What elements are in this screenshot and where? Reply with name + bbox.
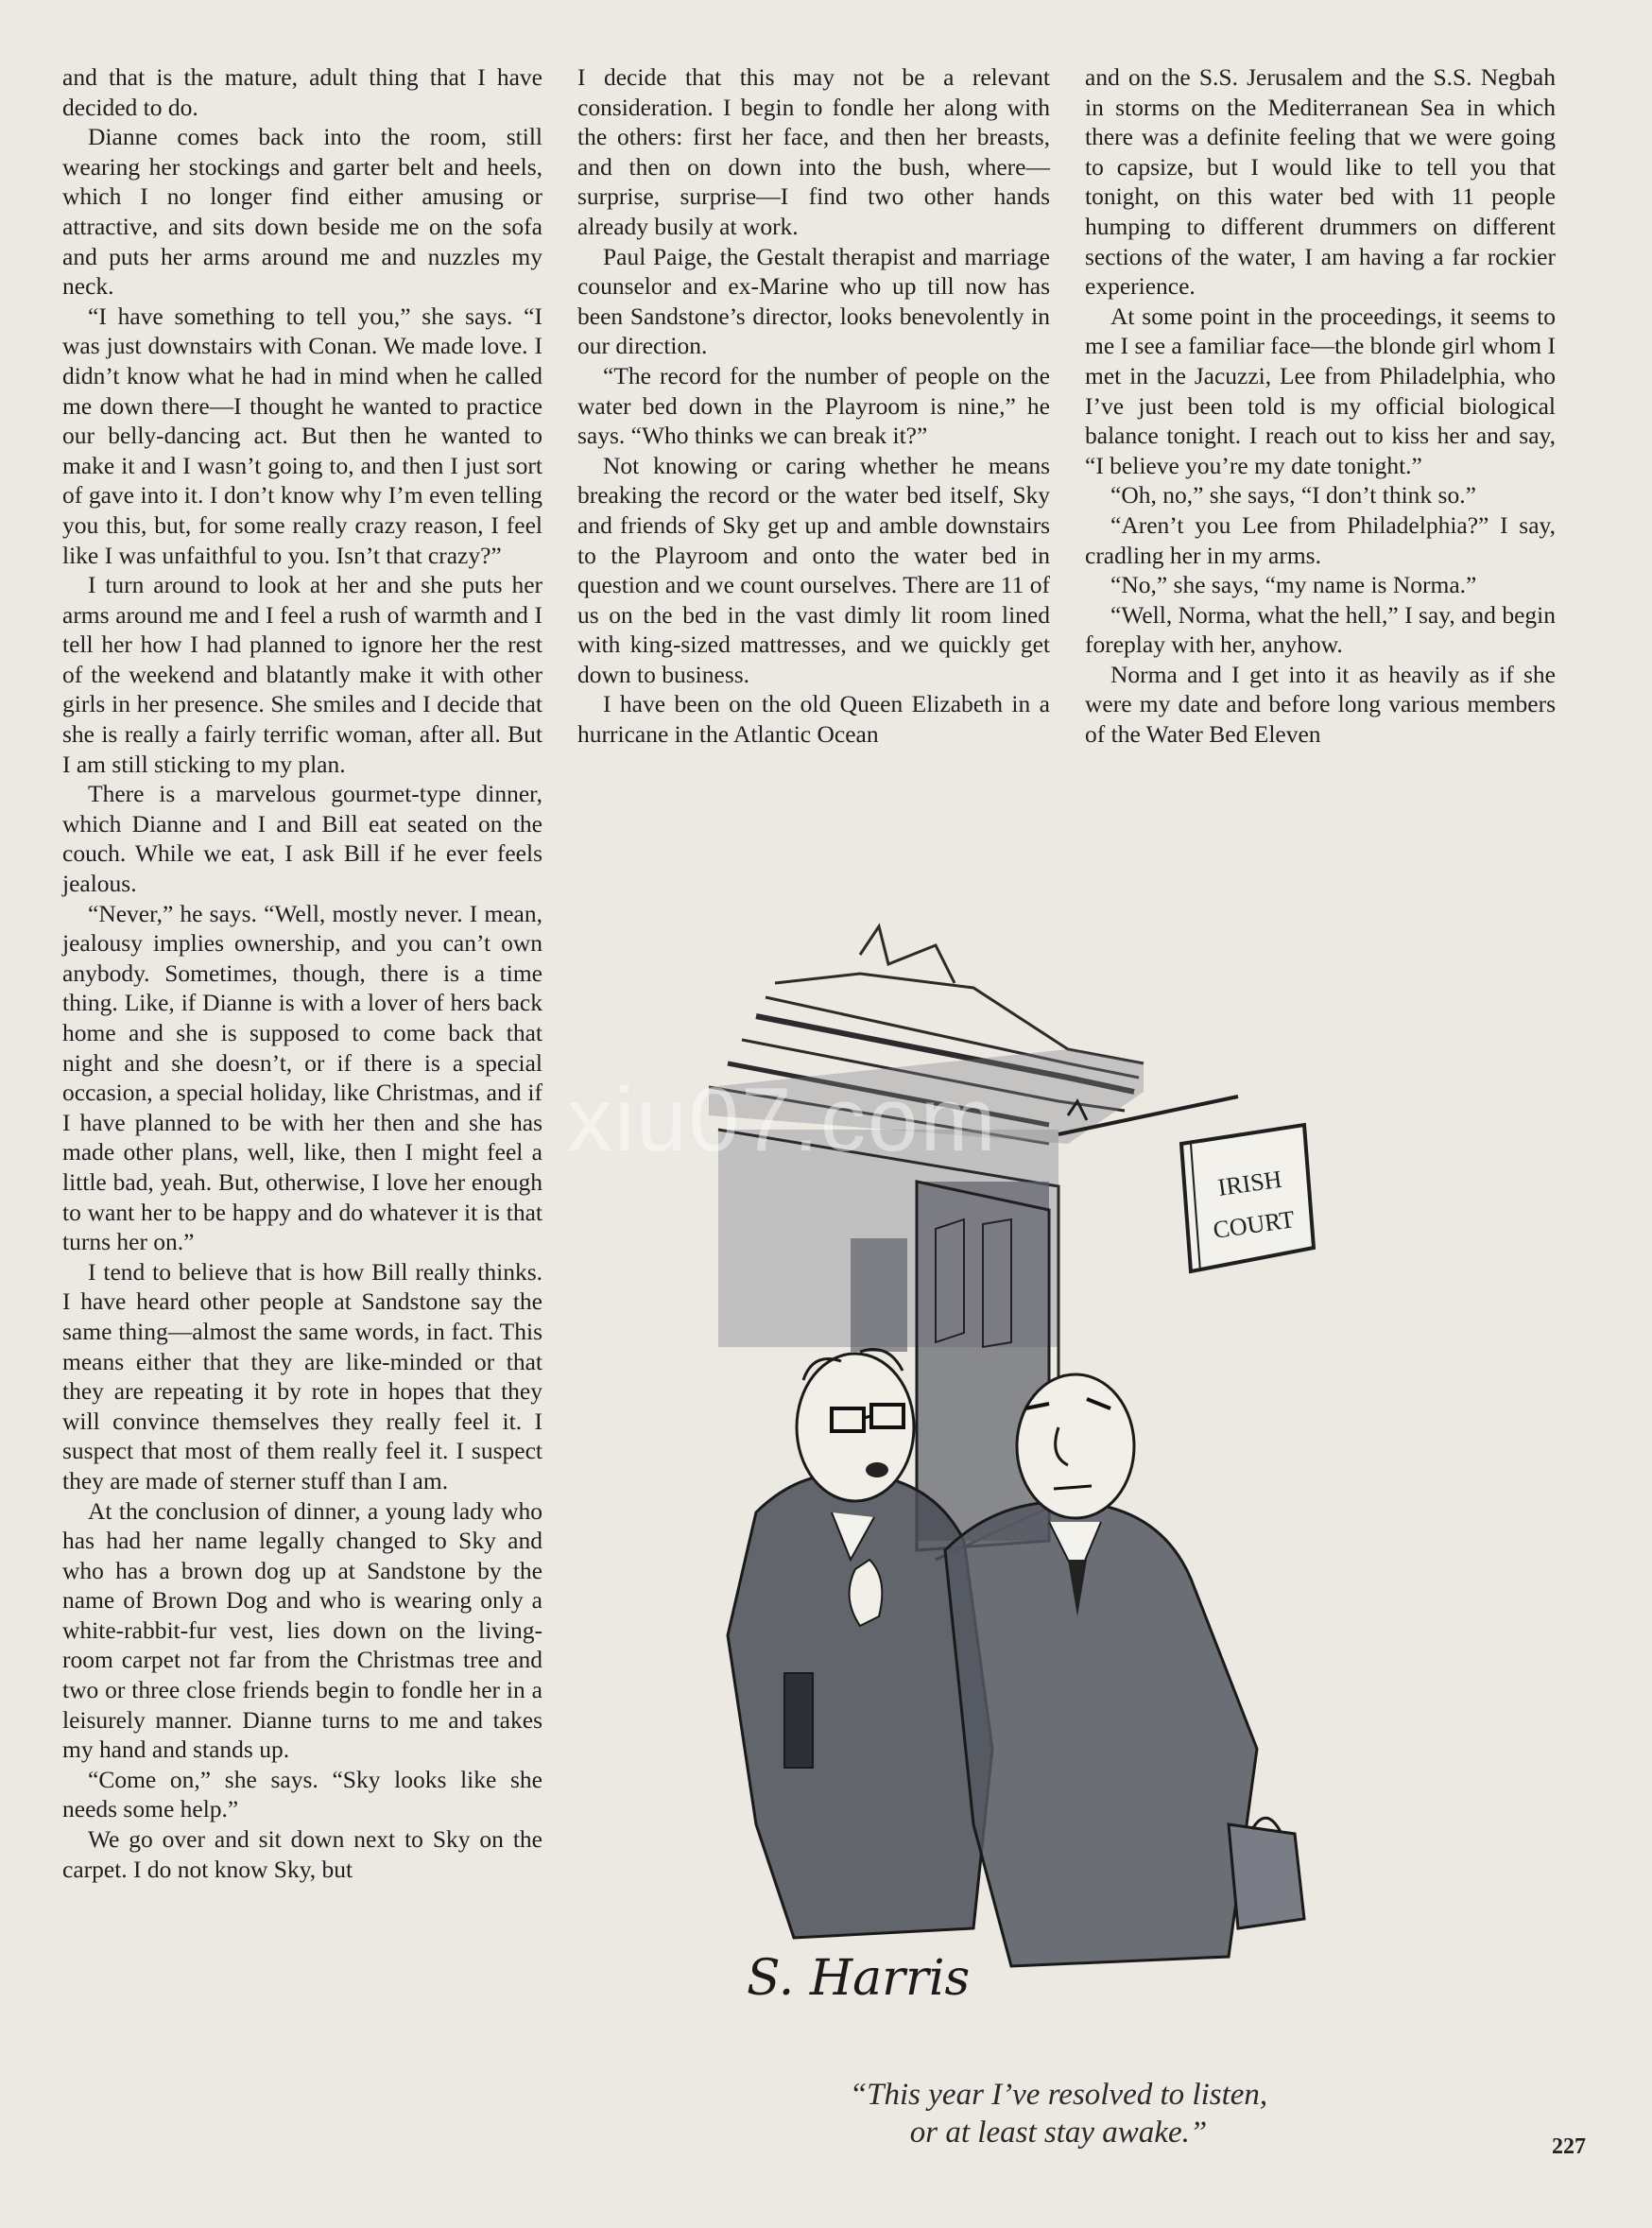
paragraph: At the conclusion of dinner, a young lady who has had her name legally changed to Sky and who has a brown dog up at Sandstone by the name of Brown Dog and who is wearing only a white-rabbit-fur vest, lies down on the living-room carpet not far from the Christmas tree and two or three close friends begin to fondle her in a leisurely manner. Dianne turns to me and takes my hand and stands up. <box>62 1496 542 1764</box>
sign-line-1: IRISH <box>1215 1165 1284 1201</box>
paragraph: At some point in the proceedings, it seems to me I see a familiar face—the blonde girl whom I met in the Jacuzzi, Lee from Philadelphia, who I’ve just been told is my official biological balance tonight. I reach out to kiss her and say, “I believe you’re my date tonight.” <box>1085 302 1556 479</box>
paragraph: Not knowing or caring whether he means breaking the record or the water bed itself, Sky and friends of Sky get up and amble downstairs to the Playroom and onto the water bed in question and we count ourselves. There are 11 of us on the bed in the vast dimly lit room lined with king-sized mattresses, and we quickly get down to business. <box>577 451 1050 688</box>
paragraph: and that is the mature, adult thing that I have decided to do. <box>62 63 542 121</box>
paragraph: “Well, Norma, what the hell,” I say, and begin foreplay with her, anyhow. <box>1085 600 1556 659</box>
cartoon-caption <box>718 2076 1399 2151</box>
text-column-1 <box>62 62 542 1884</box>
paragraph: “Never,” he says. “Well, mostly never. I mean, jealousy implies ownership, and you can’t own anybody. Sometimes, though, there is a time thing. Like, if Dianne is with a lover of hers back home and she is supposed to come back that night and she doesn’t, or if there is a special occasion, a special holiday, like Christmas, and if I have planned to be with her then and she has made other plans, well, like, then I might feel a little bad, yeah. But, otherwise, I love her enough to want her to be happy and do whatever it is that turns her on.” <box>62 899 542 1256</box>
sign-line-2: COURT <box>1211 1205 1297 1244</box>
paragraph: We go over and sit down next to Sky on the carpet. I do not know Sky, but <box>62 1825 542 1883</box>
artist-signature: S. Harris <box>747 1950 971 2007</box>
paragraph: I have been on the old Queen Elizabeth in a hurricane in the Atlantic Ocean <box>577 690 1050 749</box>
watermark: xiu07.com <box>567 1069 998 1170</box>
paragraph: and on the S.S. Jerusalem and the S.S. Negbah in storms on the Mediterranean Sea in which there was a definite feeling that we were going to capsize, but I would like to tell you that tonight, on this water bed with 11 people humping to different drummers on different sections of the water, I am having a far rockier experience. <box>1085 63 1556 301</box>
paragraph: “Aren’t you Lee from Philadelphia?” I say, cradling her in my arms. <box>1085 510 1556 569</box>
paragraph: Norma and I get into it as heavily as if she were my date and before long various members of the Water Bed Eleven <box>1085 660 1556 749</box>
paragraph: Dianne comes back into the room, still wearing her stockings and garter belt and heels, which I no longer find either amusing or attractive, and sits down beside me on the sofa and puts her arms around me and nuzzles my neck. <box>62 123 542 301</box>
caption-line-1: “This year I’ve resolved to listen, <box>849 2078 1268 2112</box>
page-number: 227 <box>1552 2134 1586 2159</box>
paragraph: “Oh, no,” she says, “I don’t think so.” <box>1110 481 1476 510</box>
paragraph: Paul Paige, the Gestalt therapist and marriage counselor and ex-Marine who up till now has been Sandstone’s director, looks benevolently in our direction. <box>577 242 1050 360</box>
paragraph: I decide that this may not be a relevant consideration. I begin to fondle her along with the others: first her face, and then her breasts, and then on down into the bush, where—surprise, surprise—I find two other hands already busily at work. <box>577 63 1050 240</box>
paragraph: There is a marvelous gourmet-type dinner, which Dianne and I and Bill eat seated on the couch. While we eat, I ask Bill if he ever feels jealous. <box>62 780 542 898</box>
text-column-2 <box>577 62 1050 750</box>
paragraph: “Come on,” she says. “Sky looks like she needs some help.” <box>62 1765 542 1823</box>
caption-line-2: or at least stay awake.” <box>909 2116 1208 2150</box>
paragraph: I tend to believe that is how Bill really thinks. I have heard other people at Sandstone say the same thing—almost the same words, in fact. This means either that they are like-minded or that they are repeating it by rote in hopes that they will convince themselves they really feel it. I suspect that most of them really feel it. I suspect they are made of sterner stuff than I am. <box>62 1257 542 1494</box>
paragraph: “I have something to tell you,” she says. “I was just downstairs with Conan. We made love. I didn’t know what he had in mind when he called me down there—I thought he wanted to practice our belly-dancing act. But then he wanted to make it and I wasn’t going to, and then I just sort of gave into it. I don’t know why I’m even telling you this, but, for some really crazy reason, I feel like I was unfaithful to you. Isn’t that crazy?” <box>62 302 542 569</box>
paragraph: I turn around to look at her and she puts her arms around me and I feel a rush of warmth and I tell her how I had planned to ignore her the rest of the weekend and blatantly make it with other girls in her presence. She smiles and I decide that she is really a fairly terrific woman, after all. But I am still sticking to my plan. <box>62 571 542 778</box>
paragraph: “No,” she says, “my name is Norma.” <box>1110 571 1477 599</box>
text-column-3 <box>1085 62 1556 750</box>
paragraph: “The record for the number of people on the water bed down in the Playroom is nine,” he says. “Who thinks we can break it?” <box>577 361 1050 450</box>
